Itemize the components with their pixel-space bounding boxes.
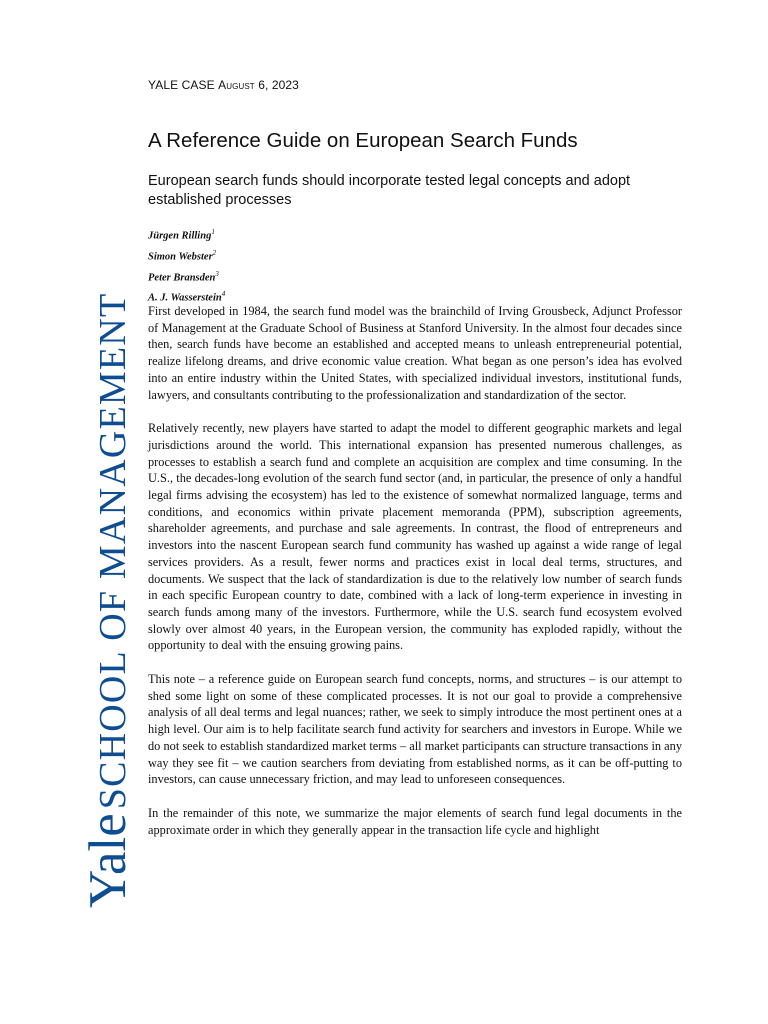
document-subtitle: European search funds should incorporate tested legal concepts and adopt established processes — [148, 173, 631, 208]
author-name: Peter Bransden — [148, 272, 216, 284]
author-footnote-ref: 1 — [211, 228, 215, 236]
author-name: A. J. Wasserstein — [148, 292, 222, 304]
body-text — [148, 303, 682, 855]
author-name: Simon Webster — [148, 251, 213, 263]
logo-word-school-of-management: SCHOOL OF MANAGEMENT — [92, 292, 134, 810]
author-list — [148, 224, 225, 307]
body-paragraph: Relatively recently, new players have started to adapt the model to different geographic markets and legal jurisdictions around the world. This international expansion has presented numerous challenges, as processes to establish a search fund and complete an acquisition are complex and time consuming. In the U.S., the decades-long evolution of the search fund sector (and, in particular, the presence of only a handful legal firms advising the ecosystem) has led to the existence of somewhat normalized language, terms and conditions, and economics within private placement memoranda (PPM), subscription agreements, shareholder agreements, and purchase and sale agreements. In contrast, the flood of entrepreneurs and investors into the nascent European search fund community has washed up against a wide range of legal services providers. As a result, fewer norms and practices exist in local deal terms, structures, and documents. We suspect that the lack of standardization is due to the relatively low number of search funds in each specific European country to date, combined with a lack of long-term experience in investing in search funds among many of the investors. Furthermore, while the U.S. search fund ecosystem evolved slowly over almost 40 years, in the European version, the community has exploded rapidly, without the opportunity to deal with the ensuing growing pains. — [148, 421, 682, 653]
author-item — [148, 266, 225, 287]
logo-word-yale: Yale — [79, 813, 137, 908]
case-header — [148, 78, 299, 92]
author-footnote-ref: 4 — [221, 290, 226, 299]
body-paragraph: In the remainder of this note, we summarize the major elements of search fund legal documents in the approximate order in which they generally appear in the transaction life cycle and highlight — [148, 805, 682, 837]
sidebar — [0, 0, 137, 1024]
body-paragraph: First developed in 1984, the search fund model was the brainchild of Irving Grousbeck, Adjunct Professor of Management at the Graduate School of Business at Stanford University. In the almost four decades since then, search funds have become an established and accepted means to unleash entrepreneurial potential, realize lifelong dreams, and drive economic value creation. What began as one person’s idea has evolved into an entire industry within the United States, with specialized individual investors, institutional funds, lawyers, and consultants contributing to the professionalization and standardization of the sector. — [148, 304, 682, 402]
body-paragraph: This note – a reference guide on European search fund concepts, norms, and structures – is our attempt to shed some light on some of these complicated processes. It is not our goal to provide a comprehensive analysis of all deal terms and legal nuances; rather, we seek to simply introduce the most pertinent ones at a high level. Our aim is to help facilitate search fund activity for searchers and investors in Europe. While we do not seek to establish standardized market terms – all market participants can structure transactions in any way they see fit – we caution searchers from deviating from established norms, as it can be off-putting to investors, can cause unnecessary friction, and may lead to unforeseen consequences. — [148, 672, 682, 787]
author-footnote-ref: 2 — [212, 248, 217, 257]
case-prefix: YALE CASE — [148, 78, 215, 92]
author-name: Jürgen Rilling — [148, 230, 212, 242]
author-item — [148, 224, 225, 245]
author-item — [148, 245, 225, 266]
author-footnote-ref: 3 — [215, 269, 219, 278]
case-date: August 6, 2023 — [218, 78, 299, 92]
yale-som-logo — [79, 292, 137, 908]
document-title: A Reference Guide on European Search Funds — [148, 129, 578, 152]
